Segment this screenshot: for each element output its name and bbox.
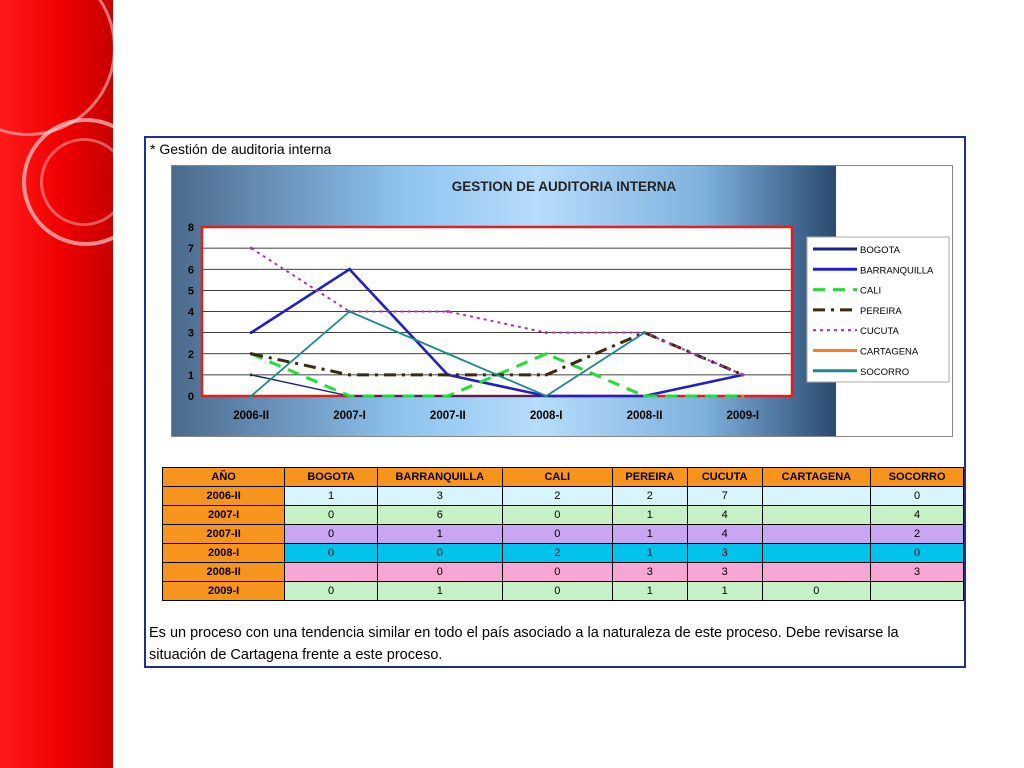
- data-point: [446, 352, 449, 355]
- table-cell: [762, 525, 871, 544]
- data-point: [545, 352, 548, 355]
- table-cell: 3: [871, 563, 964, 582]
- table-cell: 2: [502, 544, 612, 563]
- y-tick-label: 0: [187, 391, 194, 403]
- table-cell: 3: [687, 544, 762, 563]
- table-cell: [762, 544, 871, 563]
- table-cell: 1: [377, 525, 502, 544]
- table-year-cell: 2009-I: [163, 582, 285, 601]
- table-header-row: [163, 468, 964, 487]
- conclusion-text: Es un proceso con una tendencia similar en todo el país asociado a la naturaleza de este proceso. Debe revisarse la situación de Cartagena frente a este proceso.: [149, 625, 899, 663]
- table-cell: 4: [871, 506, 964, 525]
- x-tick-label: 2008-I: [529, 410, 563, 422]
- table-cell: 0: [502, 506, 612, 525]
- table-header-cell: PEREIRA: [612, 468, 687, 487]
- data-point: [446, 395, 449, 398]
- table-header-cell: CUCUTA: [687, 468, 762, 487]
- table-year-cell: 2008-I: [163, 544, 285, 563]
- decorative-sidebar: [0, 0, 113, 768]
- table-cell: 4: [687, 525, 762, 544]
- legend-label: BOGOTA: [860, 245, 900, 256]
- data-point: [348, 373, 351, 376]
- data-point: [250, 352, 253, 355]
- y-tick-label: 1: [187, 369, 194, 382]
- table-cell: 0: [285, 544, 378, 563]
- table-cell: [285, 563, 378, 582]
- table-cell: 1: [285, 487, 378, 506]
- table-cell: 0: [285, 525, 378, 544]
- data-point: [545, 373, 548, 376]
- table-cell: 0: [285, 582, 378, 601]
- table-row: [163, 506, 964, 525]
- legend-label: CALI: [860, 285, 882, 297]
- table-row: [163, 487, 964, 506]
- y-tick-label: 8: [187, 222, 194, 234]
- table-cell: 7: [687, 487, 762, 506]
- data-table: [162, 467, 964, 601]
- table-year-cell: 2008-II: [163, 563, 285, 582]
- legend-label: SOCORRO: [860, 366, 910, 378]
- x-tick-label: 2008-II: [626, 410, 663, 422]
- table-year-cell: 2006-II: [163, 487, 285, 506]
- x-tick-label: 2007-II: [429, 410, 466, 422]
- legend-label: CARTAGENA: [860, 346, 919, 358]
- table-cell: 1: [612, 525, 687, 544]
- table-header-cell: BARRANQUILLA: [377, 468, 502, 487]
- table-row: [163, 582, 964, 601]
- data-point: [348, 395, 351, 398]
- table-cell: [762, 563, 871, 582]
- table-cell: 2: [502, 487, 612, 506]
- y-tick-label: 5: [187, 285, 194, 298]
- data-point: [348, 268, 351, 271]
- table-cell: [762, 487, 871, 506]
- table-row: [163, 544, 964, 563]
- y-tick-label: 4: [187, 306, 194, 319]
- x-tick-label: 2009-I: [726, 410, 760, 422]
- y-tick-label: 7: [187, 243, 194, 256]
- content-panel: [144, 136, 966, 668]
- table-cell: 3: [377, 487, 502, 506]
- table-cell: 3: [687, 563, 762, 582]
- data-point: [741, 373, 744, 376]
- table-row: [163, 525, 964, 544]
- data-point: [446, 310, 449, 313]
- table-cell: [762, 506, 871, 525]
- table-body: [163, 487, 964, 601]
- table-cell: 4: [687, 506, 762, 525]
- x-tick-label: 2006-II: [233, 410, 270, 422]
- table-cell: 0: [502, 525, 612, 544]
- table-header-cell: SOCORRO: [871, 468, 964, 487]
- line-chart: [172, 166, 952, 436]
- table-cell: 0: [871, 544, 964, 563]
- chart-title: GESTION DE AUDITORIA INTERNA: [451, 179, 677, 194]
- legend-label: PEREIRA: [860, 305, 902, 317]
- table-cell: 1: [612, 544, 687, 563]
- table-cell: [871, 582, 964, 601]
- x-tick-label: 2007-I: [333, 410, 366, 422]
- table-cell: 6: [377, 506, 502, 525]
- data-point: [643, 395, 646, 398]
- data-point: [250, 331, 253, 334]
- data-point: [741, 395, 744, 398]
- table-cell: 1: [377, 582, 502, 601]
- table-header-cell: CALI: [502, 468, 612, 487]
- data-point: [348, 310, 351, 313]
- data-point: [545, 395, 548, 398]
- table-year-cell: 2007-II: [163, 525, 285, 544]
- table-cell: 2: [871, 525, 964, 544]
- table-cell: 0: [377, 544, 502, 563]
- legend-label: BARRANQUILLA: [860, 265, 934, 277]
- table-cell: 0: [377, 563, 502, 582]
- table-cell: 0: [762, 582, 871, 601]
- table-header-cell: CARTAGENA: [762, 468, 871, 487]
- y-tick-label: 3: [187, 327, 194, 340]
- table-cell: 3: [612, 563, 687, 582]
- table-cell: 0: [502, 563, 612, 582]
- y-tick-label: 6: [187, 264, 194, 277]
- section-title: * Gestión de auditoria interna: [150, 141, 332, 157]
- data-point: [643, 331, 646, 334]
- table-cell: 0: [871, 487, 964, 506]
- y-tick-label: 2: [187, 348, 194, 361]
- data-point: [545, 331, 548, 334]
- data-point: [250, 395, 253, 398]
- chart-container: [171, 165, 953, 437]
- table-cell: 1: [612, 506, 687, 525]
- decorative-ring: [0, 0, 113, 136]
- table-header-cell: BOGOTA: [285, 468, 378, 487]
- table-year-cell: 2007-I: [163, 506, 285, 525]
- table-cell: 0: [285, 506, 378, 525]
- table-row: [163, 563, 964, 582]
- table-header-cell: AÑO: [163, 468, 285, 487]
- data-point: [250, 373, 253, 376]
- data-point: [250, 247, 253, 250]
- data-point: [446, 373, 449, 376]
- legend-label: CUCUTA: [860, 326, 899, 338]
- table-cell: 0: [502, 582, 612, 601]
- table-cell: 1: [612, 582, 687, 601]
- table-cell: 2: [612, 487, 687, 506]
- table-cell: 1: [687, 582, 762, 601]
